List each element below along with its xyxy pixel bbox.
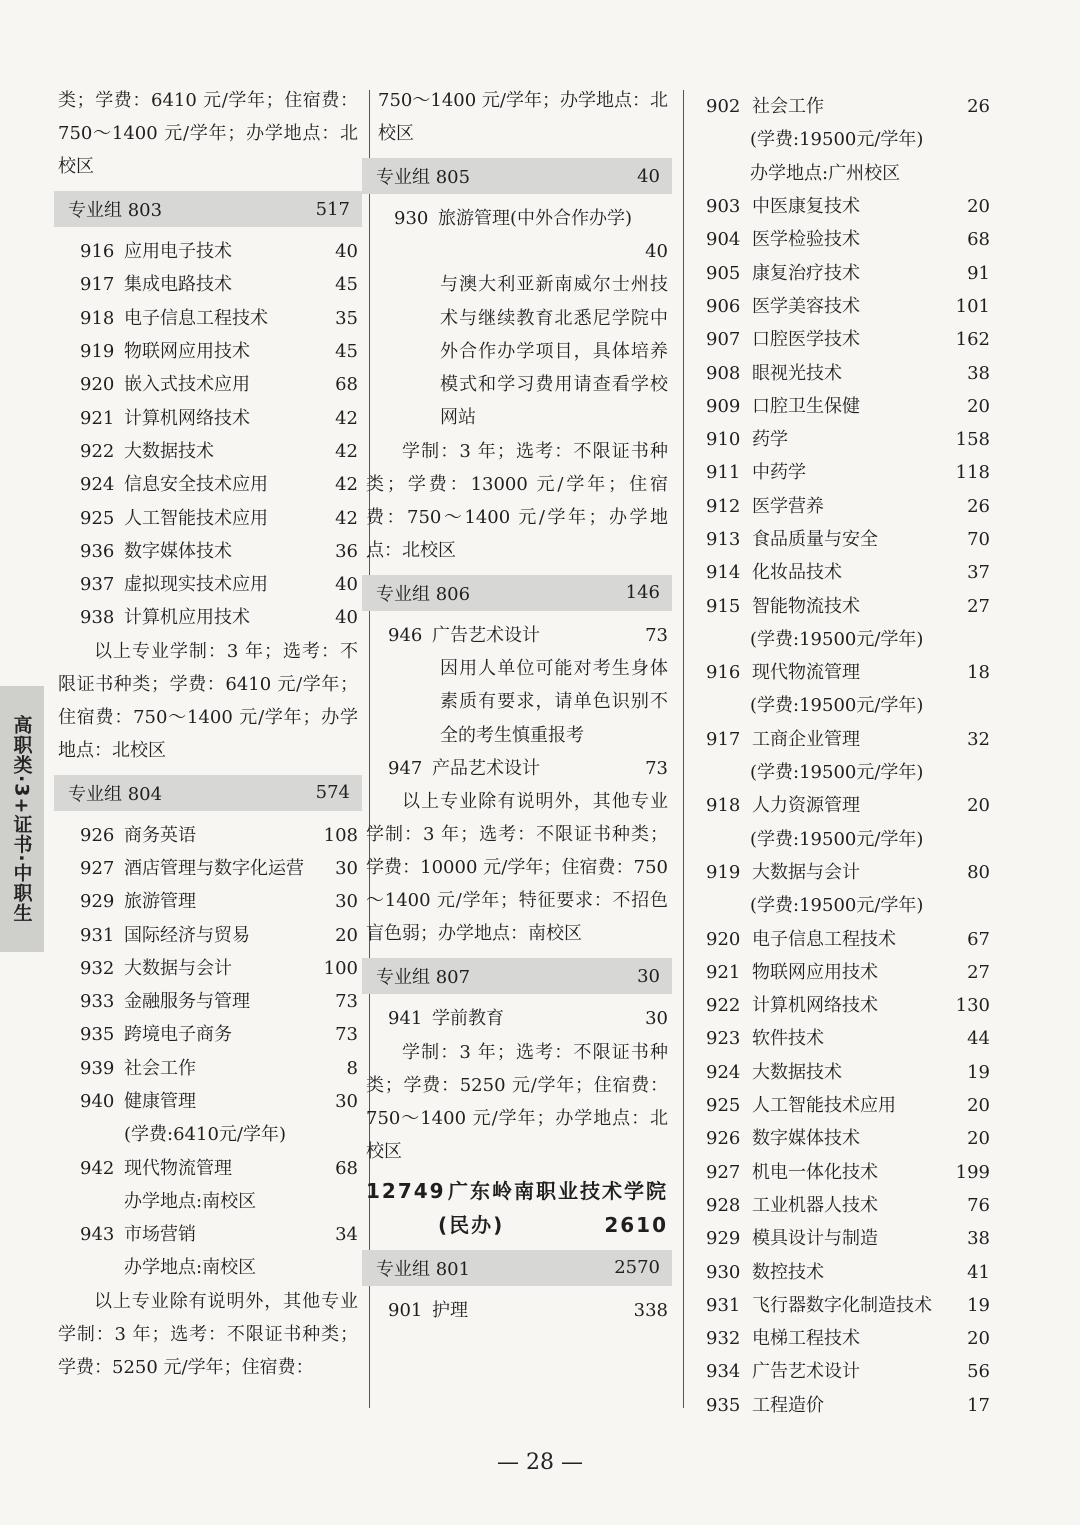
major-row <box>58 1052 358 1085</box>
major-code: 935 <box>80 1024 115 1046</box>
major-list <box>58 819 358 1085</box>
major-name: 金融服务与管理 <box>124 991 250 1013</box>
major-row <box>690 922 990 955</box>
major-code: 931 <box>80 924 115 946</box>
major-code: 919 <box>706 861 741 883</box>
major-code: 905 <box>706 262 741 284</box>
major-quota: 158 <box>955 429 990 451</box>
major-quota: 100 <box>323 957 358 979</box>
major-name: 广告艺术设计 <box>432 624 540 646</box>
major-name: 旅游管理(中外合作办学) <box>438 208 633 230</box>
major-quota: 20 <box>335 924 358 946</box>
major-remark: (学费:19500元/学年) <box>750 761 924 783</box>
major-row <box>58 335 358 368</box>
major-quota: 19 <box>967 1061 990 1083</box>
major-name: 电梯工程技术 <box>752 1328 860 1350</box>
major-quota: 20 <box>967 1128 990 1150</box>
major-code: 937 <box>80 574 115 596</box>
major-quota: 30 <box>335 891 358 913</box>
major-quota: 19 <box>967 1294 990 1316</box>
major-code: 927 <box>706 1161 741 1183</box>
major-remark: 办学地点:南校区 <box>124 1190 257 1212</box>
major-name: 医学检验技术 <box>752 229 860 251</box>
major-code: 933 <box>80 991 115 1013</box>
major-code: 943 <box>80 1224 115 1246</box>
major-row <box>690 556 990 589</box>
major-name: 物联网应用技术 <box>752 961 878 983</box>
major-code: 908 <box>706 362 741 384</box>
major-quota: 18 <box>967 662 990 684</box>
major-code: 930 <box>394 208 429 230</box>
major-code: 929 <box>80 891 115 913</box>
major-list <box>690 190 990 590</box>
major-name: 跨境电子商务 <box>124 1024 232 1046</box>
major-quota: 40 <box>335 607 358 629</box>
major-quota: 44 <box>967 1028 990 1050</box>
major-code: 935 <box>706 1394 741 1416</box>
major-row <box>690 656 990 689</box>
intro-paragraph: 类；学费：6410 元/学年；住宿费：750～1400 元/学年；办学地点：北校区 <box>58 90 358 177</box>
major-row <box>690 356 990 389</box>
major-row <box>690 856 990 889</box>
major-quota: 26 <box>967 96 990 118</box>
major-row <box>690 523 990 556</box>
major-name: 工商企业管理 <box>752 728 860 750</box>
major-name: 计算机应用技术 <box>124 607 250 629</box>
major-remark: (学费:19500元/学年) <box>750 129 924 151</box>
major-row <box>690 256 990 289</box>
major-quota: 37 <box>967 562 990 584</box>
major-code: 925 <box>80 507 115 529</box>
major-code: 917 <box>80 274 115 296</box>
major-name: 大数据与会计 <box>752 861 860 883</box>
major-row <box>690 390 990 423</box>
major-row <box>366 619 668 652</box>
intro-paragraph: 750～1400 元/学年；办学地点：北校区 <box>378 90 668 144</box>
group-total: 30 <box>637 965 660 987</box>
group-label: 专业组 801 <box>376 1258 471 1280</box>
major-quota: 101 <box>955 295 990 317</box>
major-code: 903 <box>706 196 741 218</box>
major-quota: 73 <box>645 758 668 780</box>
school-type: (民办) <box>438 1212 505 1237</box>
group-total: 146 <box>625 582 660 604</box>
major-name: 计算机网络技术 <box>124 407 250 429</box>
major-code: 912 <box>706 495 741 517</box>
major-row <box>690 456 990 489</box>
group-header-807 <box>362 958 672 994</box>
major-quota: 20 <box>967 1095 990 1117</box>
major-row <box>690 723 990 756</box>
major-quota: 56 <box>967 1361 990 1383</box>
major-name: 学前教育 <box>432 1008 504 1030</box>
major-row <box>690 1322 990 1355</box>
major-quota: 34 <box>335 1224 358 1246</box>
major-quota: 8 <box>346 1057 358 1079</box>
major-name: 大数据技术 <box>752 1061 842 1083</box>
major-row <box>690 1389 990 1422</box>
major-quota: 118 <box>955 462 990 484</box>
major-quota: 42 <box>335 474 358 496</box>
major-code: 911 <box>706 462 741 484</box>
major-description: 因用人单位可能对考生身体素质有要求，请单色识别不全的考生慎重报考 <box>440 658 668 746</box>
group-note: 以上专业除有说明外，其他专业学制：3 年；选考：不限证书种类；学费：10000 元/学年；住宿费：750～1400 元/学年；特征要求：不招色盲色弱；办学地点：南校区 <box>366 791 668 945</box>
major-quota: 35 <box>335 307 358 329</box>
major-quota: 67 <box>967 928 990 950</box>
major-row <box>690 1089 990 1122</box>
group-header-801 <box>362 1250 672 1286</box>
major-code: 919 <box>80 341 115 363</box>
major-row <box>690 1255 990 1288</box>
major-code: 932 <box>80 957 115 979</box>
major-name: 产品艺术设计 <box>432 758 540 780</box>
major-quota: 17 <box>967 1394 990 1416</box>
group-total: 517 <box>315 198 350 220</box>
major-code: 931 <box>706 1294 741 1316</box>
major-quota: 27 <box>967 595 990 617</box>
major-row <box>690 90 990 123</box>
major-code: 926 <box>706 1128 741 1150</box>
major-quota: 30 <box>335 1091 358 1113</box>
major-name: 中药学 <box>752 462 806 484</box>
major-remark: (学费:19500元/学年) <box>750 628 924 650</box>
major-name: 眼视光技术 <box>752 362 842 384</box>
major-quota: 68 <box>335 1157 358 1179</box>
major-row <box>58 435 358 468</box>
major-quota: 42 <box>335 440 358 462</box>
major-row <box>366 752 668 785</box>
major-row <box>58 885 358 918</box>
group-header-806 <box>362 575 672 611</box>
major-row <box>690 1122 990 1155</box>
major-quota: 45 <box>335 274 358 296</box>
major-code: 913 <box>706 529 741 550</box>
major-name: 口腔卫生保健 <box>752 395 860 417</box>
major-name: 嵌入式技术应用 <box>124 374 250 396</box>
major-row <box>690 490 990 523</box>
major-remark: (学费:19500元/学年) <box>750 828 924 850</box>
major-code: 907 <box>706 329 741 351</box>
major-code: 923 <box>706 1028 741 1050</box>
major-name: 商务英语 <box>124 824 196 846</box>
major-code: 922 <box>706 995 741 1017</box>
major-name: 模具设计与制造 <box>752 1228 878 1250</box>
major-name: 电子信息工程技术 <box>752 928 896 950</box>
major-quota: 73 <box>335 991 358 1013</box>
major-quota: 162 <box>955 329 990 351</box>
major-remark: 办学地点:南校区 <box>124 1257 257 1279</box>
major-quota: 32 <box>967 728 990 750</box>
major-row <box>366 1294 668 1327</box>
group-label: 专业组 807 <box>376 967 471 989</box>
major-name: 旅游管理 <box>124 891 196 913</box>
major-name: 应用电子技术 <box>124 241 232 263</box>
major-quota: 42 <box>335 407 358 429</box>
major-code: 921 <box>80 407 115 429</box>
major-quota: 70 <box>967 529 990 550</box>
group-note: 学制：3 年；选考：不限证书种类；学费：13000 元/学年；住宿费：750～1400 元/学年；办学地点：北校区 <box>366 440 668 561</box>
school-name: 广东岭南职业技术学院 <box>448 1178 668 1203</box>
major-code: 942 <box>80 1157 115 1179</box>
major-code: 934 <box>706 1361 741 1383</box>
major-name: 人工智能技术应用 <box>124 507 268 529</box>
major-list <box>58 235 358 635</box>
major-row <box>690 1022 990 1055</box>
major-name: 医学美容技术 <box>752 295 860 317</box>
major-code: 916 <box>80 241 115 263</box>
major-code: 924 <box>80 474 115 496</box>
major-code: 909 <box>706 395 741 417</box>
major-row <box>58 952 358 985</box>
major-quota: 20 <box>967 1328 990 1350</box>
major-row <box>58 568 358 601</box>
group-note: 以上专业学制：3 年；选考：不限证书种类；学费：6410 元/学年；住宿费：750～1400 元/学年；办学地点：北校区 <box>58 640 358 761</box>
major-code: 904 <box>706 229 741 251</box>
major-row <box>58 985 358 1018</box>
major-row <box>690 1222 990 1255</box>
major-code: 920 <box>706 928 741 950</box>
major-name: 数字媒体技术 <box>124 540 232 562</box>
major-code: 917 <box>706 728 741 750</box>
major-name: 酒店管理与数字化运营 <box>124 858 304 879</box>
group-header-803 <box>54 191 362 227</box>
group-label: 专业组 804 <box>68 783 163 805</box>
major-quota: 68 <box>335 374 358 396</box>
major-name: 智能物流技术 <box>752 595 860 617</box>
major-name: 集成电路技术 <box>124 274 232 296</box>
group-header-804 <box>54 775 362 811</box>
major-code: 941 <box>388 1008 423 1030</box>
major-row <box>58 268 358 301</box>
major-name: 社会工作 <box>124 1057 196 1079</box>
major-quota: 91 <box>967 262 990 284</box>
school-code: 12749 <box>366 1178 446 1203</box>
major-row <box>58 1018 358 1051</box>
side-category-label: 高职类·3+证书·中职生 <box>10 715 33 923</box>
major-code: 930 <box>706 1261 741 1283</box>
major-row <box>690 956 990 989</box>
major-row <box>58 401 358 434</box>
group-total: 574 <box>315 782 350 804</box>
major-row <box>58 1218 358 1251</box>
group-total: 2570 <box>614 1257 660 1279</box>
major-code: 901 <box>388 1299 423 1321</box>
group-header-805 <box>362 158 672 194</box>
major-name: 工业机器人技术 <box>752 1194 878 1216</box>
major-quota: 20 <box>967 795 990 817</box>
major-code: 902 <box>706 96 741 118</box>
major-code: 906 <box>706 295 741 317</box>
major-name: 药学 <box>752 429 788 451</box>
major-code: 932 <box>706 1328 741 1350</box>
major-row <box>58 468 358 501</box>
major-name: 数控技术 <box>752 1261 824 1283</box>
major-row <box>690 423 990 456</box>
major-quota: 36 <box>335 540 358 562</box>
major-name: 中医康复技术 <box>752 196 860 218</box>
major-remark: (学费:6410元/学年) <box>124 1124 286 1146</box>
major-code: 921 <box>706 961 741 983</box>
major-name: 人力资源管理 <box>752 795 860 817</box>
major-quota: 40 <box>335 241 358 263</box>
major-row <box>366 1002 668 1035</box>
major-code: 938 <box>80 607 115 629</box>
major-quota: 76 <box>967 1194 990 1216</box>
major-code: 918 <box>706 795 741 817</box>
major-quota: 38 <box>967 362 990 384</box>
major-code: 920 <box>80 374 115 396</box>
school-total: 2610 <box>604 1212 668 1237</box>
major-name: 工程造价 <box>752 1394 824 1416</box>
major-code: 916 <box>706 662 741 684</box>
major-quota: 73 <box>335 1024 358 1046</box>
major-code: 922 <box>80 440 115 462</box>
major-code: 939 <box>80 1057 115 1079</box>
major-description: 与澳大利亚新南威尔士州技术与继续教育北悉尼学院中外合作办学项目，具体培养模式和学习费用请查看学校网站 <box>440 274 668 429</box>
major-row <box>690 1056 990 1089</box>
major-name: 食品质量与安全 <box>752 529 878 550</box>
major-row <box>58 601 358 634</box>
major-name: 软件技术 <box>752 1028 824 1050</box>
major-row <box>690 1189 990 1222</box>
major-name: 大数据技术 <box>124 440 214 462</box>
major-name: 健康管理 <box>124 1091 196 1113</box>
major-name: 虚拟现实技术应用 <box>124 574 268 596</box>
major-name: 电子信息工程技术 <box>124 307 268 329</box>
major-code: 914 <box>706 562 741 584</box>
major-row <box>58 819 358 852</box>
major-quota: 30 <box>335 858 358 879</box>
major-name: 信息安全技术应用 <box>124 474 268 496</box>
major-row <box>690 1355 990 1388</box>
page-number: — 28 — <box>497 1450 583 1475</box>
major-row <box>58 235 358 268</box>
major-quota: 20 <box>967 196 990 218</box>
major-quota: 80 <box>967 861 990 883</box>
major-code: 929 <box>706 1228 741 1250</box>
major-row <box>58 368 358 401</box>
major-row <box>58 1085 358 1118</box>
major-quota: 41 <box>967 1261 990 1283</box>
major-row <box>690 1289 990 1322</box>
major-name: 口腔医学技术 <box>752 329 860 351</box>
major-name: 现代物流管理 <box>124 1157 232 1179</box>
major-name: 机电一体化技术 <box>752 1161 878 1183</box>
major-quota: 40 <box>335 574 358 596</box>
major-name: 护理 <box>432 1299 468 1321</box>
major-code: 936 <box>80 540 115 562</box>
major-quota: 42 <box>335 507 358 529</box>
major-row <box>690 789 990 822</box>
major-row <box>58 535 358 568</box>
major-row <box>58 1152 358 1185</box>
major-quota: 45 <box>335 341 358 363</box>
major-row <box>690 589 990 622</box>
major-code: 915 <box>706 595 741 617</box>
major-quota: 130 <box>955 995 990 1017</box>
major-quota: 40 <box>645 241 668 263</box>
major-name: 社会工作 <box>752 96 824 118</box>
major-quota: 73 <box>645 624 668 646</box>
major-name: 计算机网络技术 <box>752 995 878 1017</box>
major-row <box>690 223 990 256</box>
column-3 <box>690 90 990 1422</box>
major-code: 925 <box>706 1095 741 1117</box>
major-row <box>366 202 668 235</box>
major-code: 910 <box>706 429 741 451</box>
major-row <box>690 190 990 223</box>
major-name: 数字媒体技术 <box>752 1128 860 1150</box>
group-total: 40 <box>637 165 660 187</box>
school-heading <box>366 1174 668 1242</box>
major-quota: 38 <box>967 1228 990 1250</box>
major-code: 940 <box>80 1091 115 1113</box>
major-name: 飞行器数字化制造技术 <box>752 1294 932 1316</box>
major-code: 928 <box>706 1194 741 1216</box>
major-row <box>58 852 358 885</box>
major-code: 918 <box>80 307 115 329</box>
major-quota: 20 <box>967 395 990 417</box>
major-quota: 199 <box>955 1161 990 1183</box>
major-remark: (学费:19500元/学年) <box>750 695 924 717</box>
major-quota: 30 <box>645 1008 668 1030</box>
group-label: 专业组 805 <box>376 167 471 188</box>
group-label: 专业组 806 <box>376 583 471 605</box>
major-name: 国际经济与贸易 <box>124 924 250 946</box>
major-quota: 26 <box>967 495 990 517</box>
major-name: 化妆品技术 <box>752 562 842 584</box>
major-remark: 办学地点:广州校区 <box>750 162 901 184</box>
major-list <box>690 922 990 1421</box>
column-2 <box>366 84 668 1327</box>
major-name: 现代物流管理 <box>752 662 860 684</box>
major-name: 市场营销 <box>124 1224 196 1246</box>
side-category-tab <box>0 686 44 952</box>
major-code: 926 <box>80 824 115 846</box>
column-1 <box>58 84 358 1384</box>
group-note: 以上专业除有说明外，其他专业学制：3 年；选考：不限证书种类；学费：5250 元/学年；住宿费： <box>58 1290 358 1378</box>
major-row <box>690 323 990 356</box>
major-code: 927 <box>80 858 115 879</box>
major-row <box>58 302 358 335</box>
major-row <box>58 501 358 534</box>
major-quota: 108 <box>323 824 358 846</box>
major-code: 947 <box>388 758 423 780</box>
major-name: 医学营养 <box>752 495 824 517</box>
major-name: 康复治疗技术 <box>752 262 860 284</box>
major-name: 大数据与会计 <box>124 957 232 979</box>
major-row <box>690 989 990 1022</box>
group-label: 专业组 803 <box>68 200 163 221</box>
major-code: 924 <box>706 1061 741 1083</box>
column-divider <box>683 90 684 1408</box>
major-quota: 338 <box>633 1299 668 1321</box>
major-name: 人工智能技术应用 <box>752 1095 896 1117</box>
major-quota: 27 <box>967 961 990 983</box>
major-name: 广告艺术设计 <box>752 1361 860 1383</box>
group-note: 学制：3 年；选考：不限证书种类；学费：5250 元/学年；住宿费：750～1400 元/学年；办学地点：北校区 <box>366 1041 668 1162</box>
major-remark: (学费:19500元/学年) <box>750 895 924 917</box>
major-row <box>690 1156 990 1189</box>
major-name: 物联网应用技术 <box>124 341 250 363</box>
major-code: 946 <box>388 624 423 646</box>
major-row <box>58 918 358 951</box>
major-quota: 68 <box>967 229 990 251</box>
major-row <box>690 290 990 323</box>
